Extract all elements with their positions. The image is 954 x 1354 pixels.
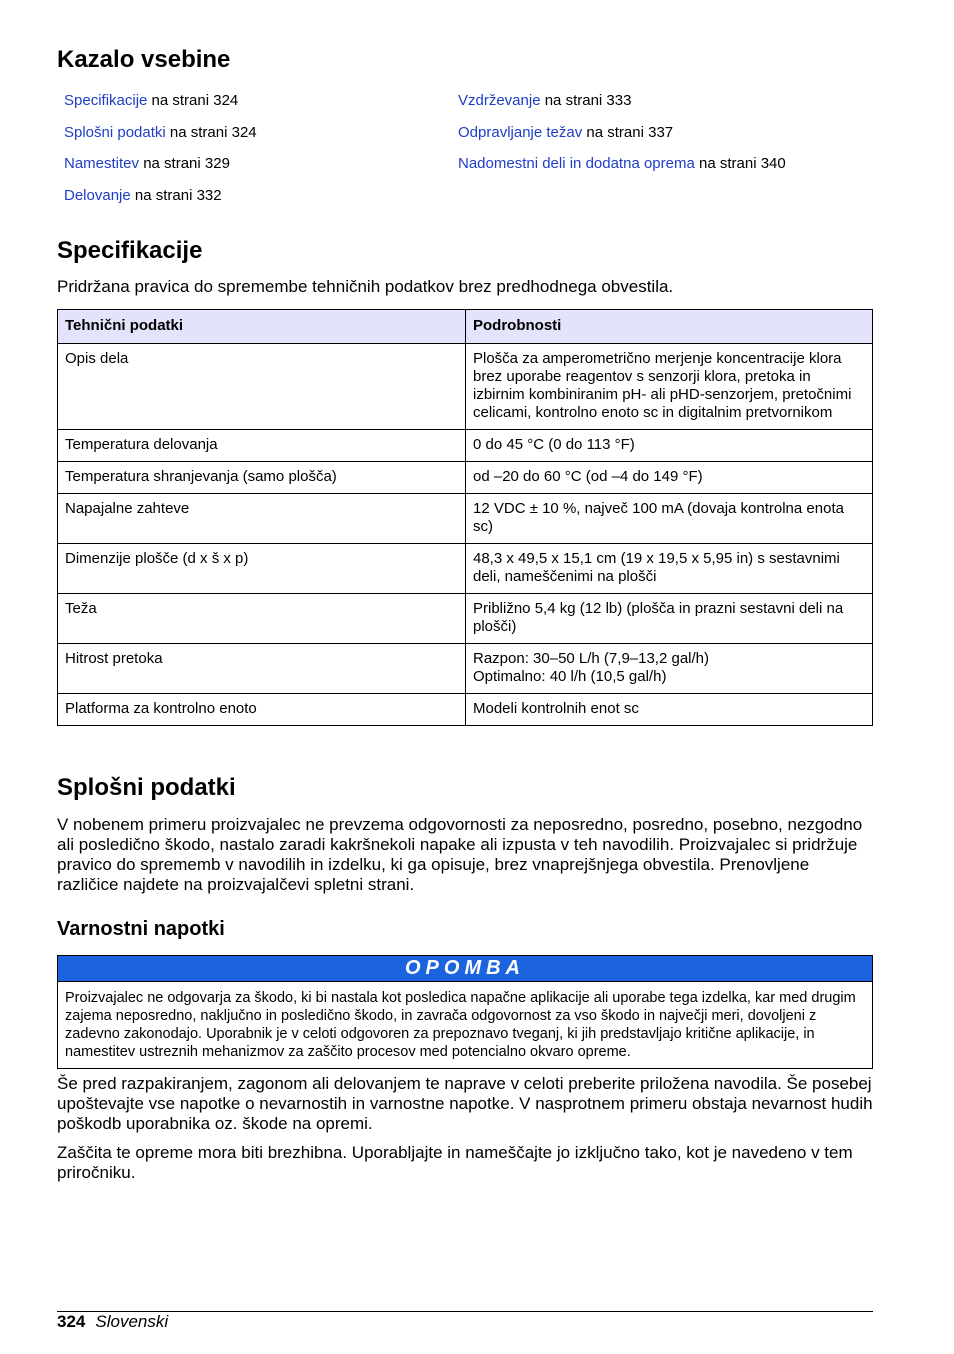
spec-parameter-cell: Platforma za kontrolno enoto	[58, 694, 466, 726]
specifications-heading: Specifikacije	[57, 237, 203, 264]
spec-parameter-cell: Temperatura shranjevanja (samo plošča)	[58, 462, 466, 494]
spec-detail-cell: Razpon: 30–50 L/h (7,9–13,2 gal/h) Optimalno: 40 l/h (10,5 gal/h)	[466, 644, 873, 694]
toc-entry	[458, 122, 786, 154]
toc-page-ref: na strani 332	[130, 186, 222, 204]
toc-link-maintenance[interactable]: Vzdrževanje	[458, 92, 541, 109]
spec-detail-cell: Približno 5,4 kg (12 lb) (plošča in prazni sestavni deli na plošči)	[466, 594, 873, 644]
footer-language: Slovenski	[95, 1312, 169, 1331]
general-info-paragraph: V nobenem primeru proizvajalec ne prevzema odgovornosti za neposredno, posredno, posebno, nezgodno ali posledično škodo, nastalo zaradi kakršnekoli napake ali izpusta v teh navodilih. Proizvajalec si pridržuje pravico do sprememb v navodilih in izdelku, ki ga opisuje, brez vnaprejšnjega obvestila. Prenovljene različice najdete na proizvajalčevi spletni strani.	[57, 815, 863, 894]
toc-link-specifications[interactable]: Specifikacije	[64, 92, 148, 109]
toc-link-installation[interactable]: Namestitev	[64, 155, 140, 172]
toc-link-operation[interactable]: Delovanje	[64, 186, 131, 204]
safety-paragraph-2: Zaščita te opreme mora biti brezhibna. Uporabljajte in nameščajte jo izključno tako, kot je navedeno v tem priročniku.	[57, 1143, 853, 1182]
toc-link-general-info[interactable]: Splošni podatki	[64, 123, 166, 141]
table-row	[58, 594, 873, 644]
page-number: 324	[57, 1312, 86, 1331]
toc-page-ref: na strani 333	[540, 92, 632, 109]
table-row	[58, 644, 873, 694]
toc-entry	[458, 153, 786, 185]
safety-paragraph-1: Še pred razpakiranjem, zagonom ali delovanjem te naprave v celoti preberite priložena navodila. Še posebej upoštevajte vse napotke o nevarnostih in varnostne napotke. V nasprotnem primeru obstaja nevarnost hudih poškodb uporabnika oz. škode na opremi.	[57, 1074, 873, 1133]
toc-page-ref: na strani 340	[694, 155, 786, 172]
table-row	[58, 344, 873, 430]
table-header-row	[58, 310, 873, 344]
note-label: OPOMBA	[58, 956, 872, 982]
spec-detail-cell: 0 do 45 °C (0 do 113 °F)	[466, 430, 873, 462]
spec-parameter-cell: Dimenzije plošče (d x š x p)	[58, 544, 466, 594]
spec-detail-cell: Plošča za amperometrično merjenje koncentracije klora brez uporabe reagentov s senzorji klora, pretoka in izbirnim kombiniranim pH- ali pHD-senzorjem, pretočnimi celicami, kontrolno enoto sc in digitalnim pretvornikom	[466, 344, 873, 430]
toc-entry	[458, 90, 786, 122]
table-row	[58, 462, 873, 494]
toc-entry	[64, 153, 257, 185]
general-info-heading: Splošni podatki	[57, 774, 236, 801]
spec-detail-cell: 48,3 x 49,5 x 15,1 cm (19 x 19,5 x 5,95 in) s sestavnimi deli, nameščenimi na plošči	[466, 544, 873, 594]
note-box	[57, 955, 873, 1069]
footer-divider	[57, 1311, 873, 1312]
column-header: Tehnični podatki	[58, 310, 466, 344]
spec-detail-cell: Modeli kontrolnih enot sc	[466, 694, 873, 726]
specifications-table	[57, 309, 873, 726]
column-header: Podrobnosti	[466, 310, 873, 344]
table-body	[58, 344, 873, 726]
page-footer	[57, 1312, 168, 1332]
toc-link-replacement-parts[interactable]: Nadomestni deli in dodatna oprema	[458, 155, 695, 172]
toc-link-troubleshooting[interactable]: Odpravljanje težav	[458, 123, 583, 141]
table-row	[58, 430, 873, 462]
table-row	[58, 494, 873, 544]
toc-right-column	[458, 90, 786, 185]
toc-heading: Kazalo vsebine	[57, 46, 231, 73]
toc-entry	[64, 122, 257, 154]
spec-parameter-cell: Temperatura delovanja	[58, 430, 466, 462]
spec-parameter-cell: Hitrost pretoka	[58, 644, 466, 694]
table-row	[58, 544, 873, 594]
toc-page-ref: na strani 324	[147, 92, 239, 109]
table-row	[58, 694, 873, 726]
spec-parameter-cell: Opis dela	[58, 344, 466, 430]
toc-entry	[64, 90, 257, 122]
toc-page-ref: na strani 324	[165, 123, 257, 141]
toc-page-ref: na strani 329	[139, 155, 230, 172]
toc-left-column	[64, 90, 257, 216]
specifications-intro: Pridržana pravica do spremembe tehničnih podatkov brez predhodnega obvestila.	[57, 277, 674, 296]
spec-detail-cell: od –20 do 60 °C (od –4 do 149 °F)	[466, 462, 873, 494]
toc-page-ref: na strani 337	[582, 123, 674, 141]
note-text: Proizvajalec ne odgovarja za škodo, ki bi nastala kot posledica napačne aplikacije ali uporabe tega izdelka, kar med drugim zajema neposredno, naključno in posledično škodo, in zavrača odgovornost za vso škodo in največji meri, dovoljeni z zadevno zakonodajo. Uporabnik je v celoti odgovoren za prepoznavo tveganj, ki jih predstavljajo kritične aplikacije, in namestitev ustreznih mehanizmov za zaščito procesov med potencialno okvaro opreme.	[65, 990, 856, 1060]
toc-entry	[64, 185, 257, 217]
spec-detail-cell: 12 VDC ± 10 %, največ 100 mA (dovaja kontrolna enota sc)	[466, 494, 873, 544]
spec-parameter-cell: Teža	[58, 594, 466, 644]
safety-heading: Varnostni napotki	[57, 918, 225, 940]
spec-parameter-cell: Napajalne zahteve	[58, 494, 466, 544]
